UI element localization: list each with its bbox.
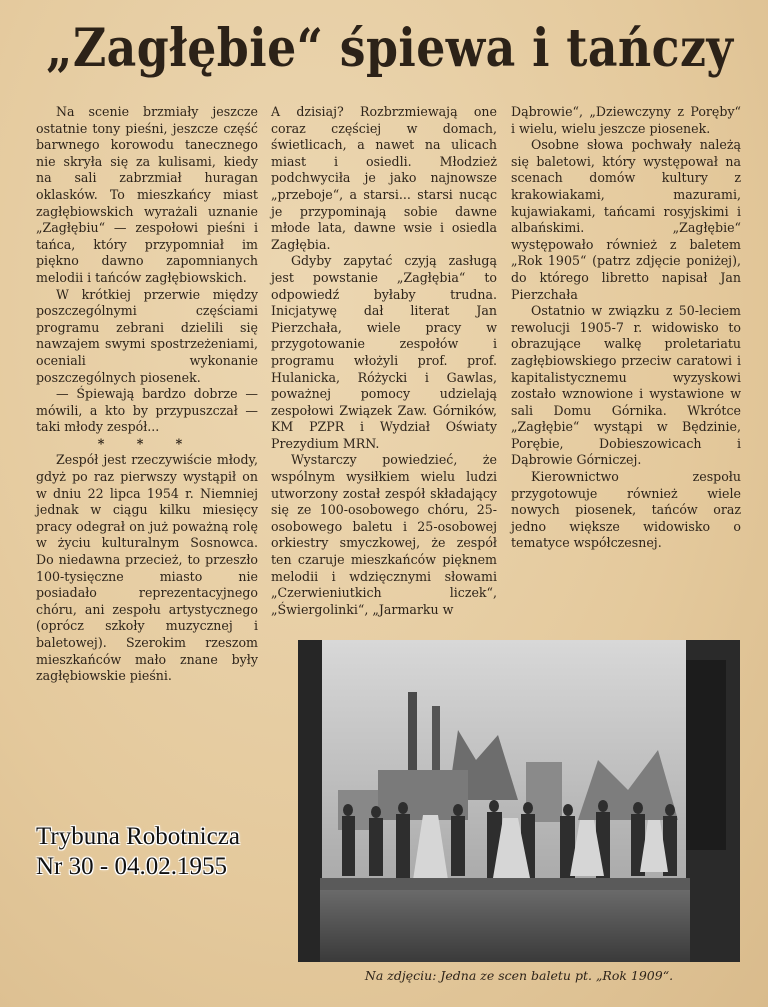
paragraph: Na scenie brzmiały jeszcze ostatnie tony pieśni, jeszcze część barwnego korowodu tanecznego nie skryła się za kulisami, kiedy na sali zabrzmiał huragan oklasków. To mieszkańcy miast zagłębiowskich wyrażali uznanie „Zagłębiu“ — zespołowi pieśni i tańca, który przypomniał im piękno dawno zapomnianych melodii i tańców zagłębiowskich. — [36, 104, 258, 285]
source-label — [36, 822, 276, 882]
section-separator: * * * — [97, 435, 197, 451]
paragraph: Gdyby zapytać czyją zasługą jest powstanie „Zagłębia“ to odpowiedź byłaby trudna. Inicjatywę dał literat Jan Pierzchała, wiele pracy w przygotowanie zespołów i programu włożyli prof. prof. Hulanicka, Różycki i Gawlas, poważnej pomocy udzielają zespołowi Związek Zaw. Górników, KM PZPR i Wydział Oświaty Prezydium MRN. — [271, 253, 497, 451]
paragraph: Ostatnio w związku z 50-leciem rewolucji 1905-7 r. widowisko to obrazujące walkę proletariatu zagłębiowskiego przeciw caratowi i kapitalistycznemu wyzyskowi zostało wznowione i wystawione w sali Domu Górnika. Wkrótce „Zagłębie“ wystąpi w Będzinie, Porębie, Dobieszowicach i Dąbrowie Górniczej. — [511, 303, 741, 468]
photo-caption: Na zdjęciu: Jedna ze scen baletu pt. „Rok 1909“. — [364, 968, 674, 983]
paragraph: Kierownictwo zespołu przygotowuje również wiele nowych piosenek, tańców oraz jedno większe widowisko o tematyce współczesnej. — [511, 469, 741, 551]
ballet-photo — [298, 640, 740, 962]
stage-scene-image — [298, 640, 740, 962]
article-column-2 — [271, 104, 497, 618]
issue-date: Nr 30 - 04.02.1955 — [36, 853, 227, 880]
article-column-1 — [36, 104, 258, 685]
paragraph: Osobne słowa pochwały należą się baletowi, który występował na scenach domów kultury z krakowiakami, mazurami, kujawiakami, tańcami rosyjskimi i albańskimi. „Zagłębie“ występowało również z baletem „Rok 1905“ (patrz zdjęcie poniżej), do którego libretto napisał Jan Pierzchała — [511, 137, 741, 302]
article-column-3 — [511, 104, 741, 552]
paragraph: Wystarczy powiedzieć, że wspólnym wysiłkiem wielu ludzi utworzony został zespół składający się ze 100-osobowego chóru, 25-osobowego baletu i 25-osobowej orkiestry smyczkowej, że zespół ten czaruje mieszkańców pięknem melodii i wdzięcznymi słowami „Czerwieniutkich liczek“, „Świergolinki“, „Jarmarku w — [271, 452, 497, 617]
paragraph: — Śpiewają bardzo dobrze — mówili, a kto by przypuszczał — taki młody zespół... — [36, 386, 258, 435]
headline: „Zagłębie“ śpiewa i tańczy — [46, 18, 734, 79]
paragraph: A dzisiaj? Rozbrzmiewają one coraz częściej w domach, świetlicach, a nawet na ulicach miast i osiedli. Młodzież podchwyciła je jako najnowsze „przeboje“, a starsi... starsi nucąc je przypominają sobie dawne młode lata, dawne wsie i osiedla Zagłębia. — [271, 104, 497, 252]
paragraph: Zespół jest rzeczywiście młody, gdyż po raz pierwszy wystąpił on w dniu 22 lipca 1954 r. Niemniej jednak w ciągu kilku miesięcy pracy odegrał on już poważną rolę w życiu kulturalnym Sosnowca. Do niedawna przecież, to przeszło 100-tysięczne miasto nie posiadało reprezentacyjnego chóru, ani zespołu artystycznego (oprócz szkoły muzycznej i baletowej). Szerokim rzeszom mieszkańców mało znane były zagłębiowskie pieśni. — [36, 452, 258, 684]
newspaper-name: Trybuna Robotnicza — [36, 823, 240, 850]
paragraph: Dąbrowie“, „Dziewczyny z Poręby“ i wielu, wielu jeszcze piosenek. — [511, 104, 741, 136]
paragraph: W krótkiej przerwie między poszczególnymi częściami programu zebrani dzielili się nawzajem swymi spostrzeżeniami, oceniali wykonanie poszczególnych piosenek. — [36, 286, 258, 385]
